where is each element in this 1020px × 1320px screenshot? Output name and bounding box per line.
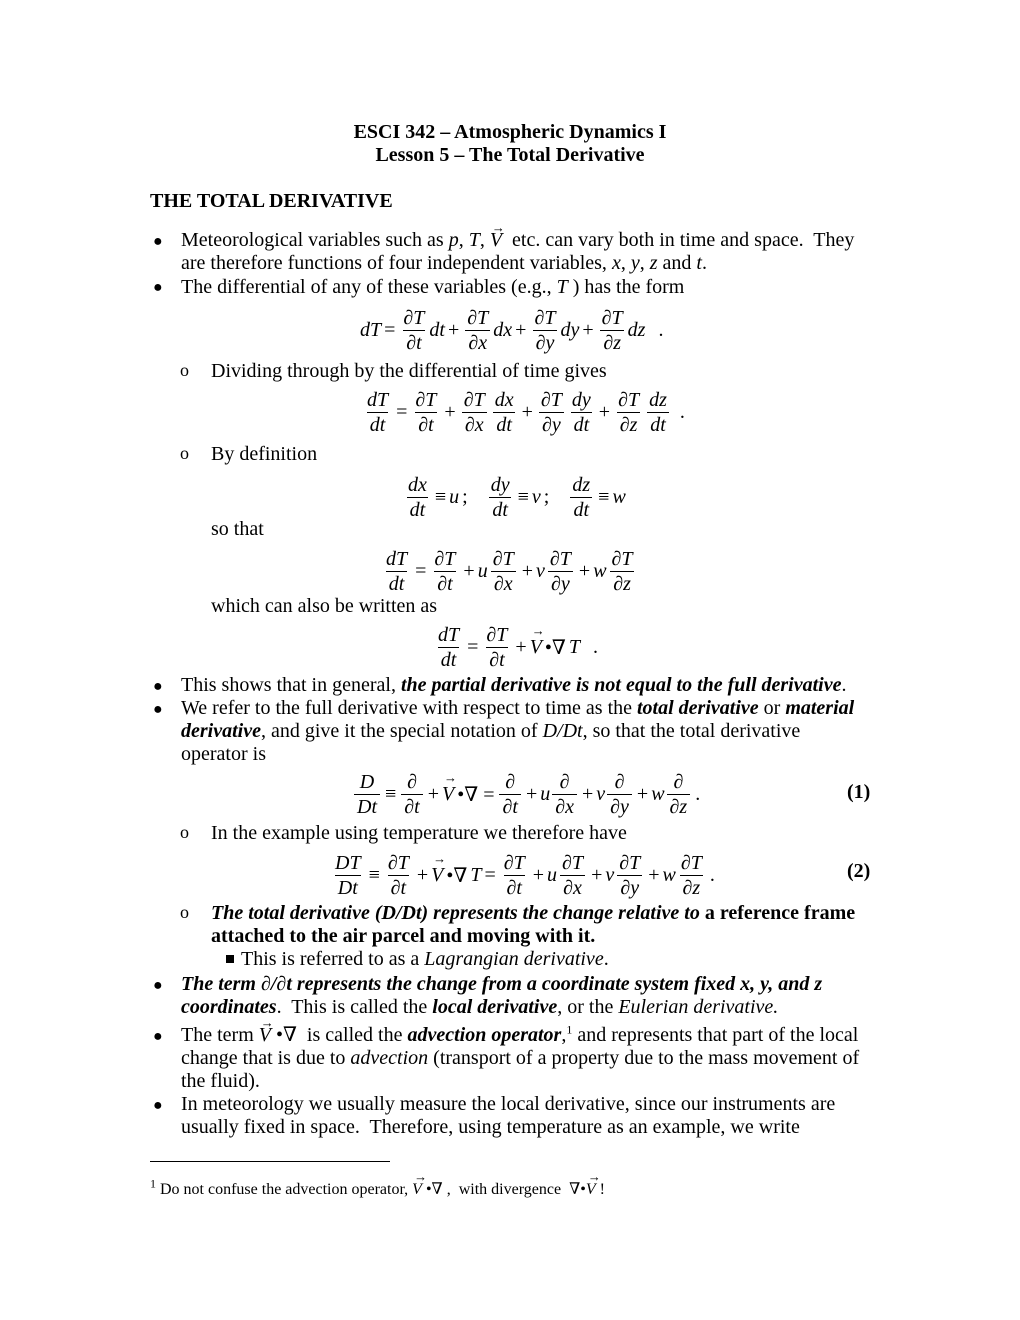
fraction-denominator: ∂t xyxy=(415,412,436,437)
fraction xyxy=(678,851,705,900)
text-run: derivative xyxy=(181,720,261,742)
equation-definition xyxy=(403,472,626,522)
math-symbol: dt xyxy=(429,318,445,341)
text-run: The differential of any of these variables (e.g., xyxy=(181,276,557,298)
fraction-numerator: ∂T xyxy=(503,851,525,874)
fraction-denominator: ∂z xyxy=(667,794,691,819)
fraction-denominator: dt xyxy=(367,412,389,437)
text-run: z xyxy=(649,252,658,274)
text-run: attached to the air parcel and moving with it. xyxy=(211,925,596,947)
fraction-denominator: ∂t xyxy=(401,794,422,819)
text-line xyxy=(211,925,595,948)
text-run: ) has the form xyxy=(567,276,685,298)
text-run: D/Dt xyxy=(542,720,583,742)
fraction-numerator: ∂ xyxy=(559,770,570,793)
fraction-numerator: ∂T xyxy=(415,388,437,411)
fraction xyxy=(461,388,488,437)
fraction-numerator: dz xyxy=(649,388,667,411)
math-operator: ≡ xyxy=(598,485,610,508)
math-symbol: dz xyxy=(627,318,646,341)
fraction-denominator: ∂z xyxy=(680,875,704,900)
equation-number-1: (1) xyxy=(847,781,871,803)
math-operator: + xyxy=(521,400,533,423)
fraction xyxy=(501,851,528,900)
fraction xyxy=(599,306,626,355)
math-operator: + xyxy=(515,318,527,341)
text-run: , xyxy=(561,1024,567,1046)
fraction-denominator: dt xyxy=(407,497,429,522)
fraction xyxy=(435,623,462,672)
math-operator: + xyxy=(447,318,460,341)
text-line xyxy=(181,229,854,252)
text-line xyxy=(211,822,627,845)
fraction xyxy=(431,547,458,596)
math-symbol: w xyxy=(612,485,626,508)
vector-symbol: → V xyxy=(586,1178,596,1201)
math-operator: + xyxy=(416,863,429,886)
fraction-numerator: ∂ xyxy=(505,770,516,793)
text-run: ) represents the change relative to xyxy=(421,902,700,924)
text-line xyxy=(181,743,266,766)
text-line xyxy=(181,1024,858,1047)
text-run: and represents that part of the local xyxy=(572,1024,859,1046)
math-operator: + xyxy=(427,782,440,805)
math-operator: + xyxy=(591,863,603,886)
fraction xyxy=(547,547,574,596)
text-run: . xyxy=(701,252,707,274)
math-symbol: w xyxy=(593,559,607,582)
equation-vector-form xyxy=(433,622,601,672)
fraction-numerator: ∂T xyxy=(403,306,425,329)
text-line xyxy=(181,697,854,720)
fraction-numerator: ∂ xyxy=(407,770,417,793)
footnote xyxy=(150,1178,605,1201)
math-operator: = xyxy=(415,559,427,582)
fraction-numerator: dx xyxy=(408,473,427,496)
fraction xyxy=(464,306,491,355)
text-run: a reference frame xyxy=(699,902,856,924)
fraction-denominator: dt xyxy=(493,412,515,437)
vector-symbol: → V xyxy=(412,1178,422,1201)
text-line xyxy=(181,252,707,275)
bullet-sub: o xyxy=(180,360,189,380)
fraction-numerator: ∂T xyxy=(680,851,702,874)
math-symbol: u xyxy=(449,485,460,508)
math-operator: + xyxy=(532,863,545,886)
text-run: , xyxy=(479,229,490,251)
fraction-denominator: ∂z xyxy=(617,412,641,437)
math-operator: + xyxy=(515,635,527,658)
fraction xyxy=(490,547,517,596)
math-symbol: w xyxy=(662,863,676,886)
bullet-dot: ● xyxy=(153,701,163,718)
text-run: operator is xyxy=(181,743,266,765)
math-operator: ; xyxy=(543,485,565,508)
text-line xyxy=(181,1093,835,1116)
text-run: , or the xyxy=(557,996,619,1018)
math-symbol: dy xyxy=(560,318,580,341)
text-run: the fluid). xyxy=(181,1070,260,1092)
text-run: The term ∂/∂t represents the change from a coordinate system fixed x, y, and z xyxy=(181,973,823,995)
text-run: , xyxy=(620,252,631,274)
text-run: In the example using temperature we therefore have xyxy=(211,822,627,844)
footnote-divider xyxy=(150,1161,390,1162)
text-run: and xyxy=(657,252,697,274)
math-operator: . xyxy=(674,400,685,423)
vector-symbol: → V xyxy=(442,783,454,806)
math-operator: = xyxy=(384,318,396,341)
text-line xyxy=(211,360,607,383)
math-operator: ≡ xyxy=(368,863,380,886)
fraction-numerator: ∂ xyxy=(673,770,684,793)
fraction-numerator: DT xyxy=(335,851,361,874)
text-run: , xyxy=(639,252,650,274)
math-operator: + xyxy=(444,400,456,423)
vector-symbol: → V xyxy=(259,1024,271,1047)
fraction-numerator: dy xyxy=(490,473,510,496)
text-run: Eulerian derivative. xyxy=(618,996,779,1018)
bullet-square xyxy=(226,955,234,963)
vector-symbol: → V xyxy=(431,864,443,887)
text-run: , and give it the special notation of xyxy=(260,720,543,742)
math-symbol: T xyxy=(568,635,581,658)
fraction-numerator: ∂T xyxy=(618,388,640,411)
math-operator: . xyxy=(648,318,664,341)
fraction xyxy=(552,770,577,819)
math-symbol: v xyxy=(531,485,541,508)
fraction-denominator: ∂y xyxy=(548,571,573,596)
bullet-dot: ● xyxy=(153,233,163,250)
fraction-denominator: ∂t xyxy=(388,875,409,900)
fraction xyxy=(531,306,558,355)
fraction-numerator: ∂T xyxy=(562,851,584,874)
fraction xyxy=(667,770,691,819)
fraction-numerator: ∂T xyxy=(463,388,485,411)
bullet-sub: o xyxy=(180,822,189,842)
fraction-numerator: ∂T xyxy=(492,547,514,570)
fraction-denominator: dt xyxy=(647,412,669,437)
fraction-numerator: ∂T xyxy=(619,851,641,874)
math-operator: = xyxy=(484,863,496,886)
fraction-numerator: ∂T xyxy=(534,306,556,329)
fraction xyxy=(364,388,391,437)
math-operator: . xyxy=(709,863,715,886)
fraction-denominator: ∂t xyxy=(504,875,525,900)
text-run: Lagrangian derivative xyxy=(424,948,604,970)
text-line xyxy=(181,720,800,743)
text-run: , so that the total derivative xyxy=(582,720,801,742)
text-run: The term xyxy=(181,1024,259,1046)
fraction xyxy=(569,388,594,437)
fraction xyxy=(412,388,439,437)
fraction-denominator: ∂t xyxy=(403,330,424,355)
text-run: are therefore functions of four independent variables, xyxy=(181,252,612,274)
text-line xyxy=(181,1116,800,1139)
fraction-numerator: dT xyxy=(438,623,460,646)
fraction-denominator: ∂z xyxy=(600,330,624,355)
text-run: Dividing through by the differential of time gives xyxy=(211,360,607,382)
text-run: The total derivative ( xyxy=(211,902,382,924)
equation-expanded xyxy=(381,546,638,596)
fraction xyxy=(559,851,586,900)
text-line xyxy=(211,518,264,541)
fraction-numerator: ∂T xyxy=(387,851,409,874)
fraction-numerator: dx xyxy=(494,388,514,411)
math-symbol: w xyxy=(651,782,665,805)
math-operator: . xyxy=(583,635,599,658)
math-symbol: v xyxy=(536,559,545,582)
text-line xyxy=(181,276,684,299)
fraction-numerator: ∂T xyxy=(601,306,623,329)
fraction-denominator: dt xyxy=(438,647,460,672)
math-operator: + xyxy=(581,782,594,805)
math-operator: = xyxy=(396,400,408,423)
equation-divided xyxy=(362,387,688,437)
fraction-denominator: ∂z xyxy=(610,571,634,596)
fraction xyxy=(616,851,643,900)
fraction xyxy=(615,388,642,437)
text-line xyxy=(181,973,822,996)
fraction xyxy=(488,473,513,522)
math-operator: = xyxy=(467,635,479,658)
fraction-numerator: dT xyxy=(386,547,408,570)
bullet-dot: ● xyxy=(153,1097,163,1114)
text-run: advection operator xyxy=(407,1024,562,1046)
text-run: •∇ , with divergence ∇• xyxy=(421,1181,586,1198)
text-run: . This is called the xyxy=(276,996,433,1018)
fraction-numerator: ∂T xyxy=(434,547,456,570)
math-operator: + xyxy=(648,863,660,886)
fraction xyxy=(332,851,364,900)
equation-number-2: (2) xyxy=(847,860,871,882)
vector-symbol: → V xyxy=(490,229,502,252)
equation-differential xyxy=(360,305,666,355)
text-run: By definition xyxy=(211,443,318,465)
math-operator: ≡ xyxy=(385,782,397,805)
text-run: or xyxy=(758,697,786,719)
math-operator: + xyxy=(525,782,538,805)
text-run: T xyxy=(468,229,480,251)
text-run: . xyxy=(603,948,609,970)
fraction-denominator: dt xyxy=(489,497,511,522)
text-line xyxy=(181,1047,859,1070)
text-run: usually fixed in space. Therefore, using temperature as an example, we write xyxy=(181,1116,800,1138)
text-run: In meteorology we usually measure the local derivative, since our instruments are xyxy=(181,1093,836,1115)
text-line xyxy=(211,902,855,925)
text-line xyxy=(181,674,847,697)
text-run: the partial derivative is not equal to the full derivative xyxy=(400,674,842,696)
math-operator: ; xyxy=(462,485,483,508)
text-run: y xyxy=(630,252,640,274)
fraction-numerator: ∂T xyxy=(540,388,562,411)
text-run: Do not confuse the advection operator, xyxy=(156,1181,413,1198)
math-symbol: u xyxy=(477,559,488,582)
math-symbol: T xyxy=(470,863,482,886)
math-operator: •∇ xyxy=(446,864,468,887)
fraction-denominator: dt xyxy=(570,497,592,522)
text-run: local derivative xyxy=(432,996,558,1018)
math-operator: ≡ xyxy=(434,485,447,508)
fraction xyxy=(569,473,593,522)
math-operator: + xyxy=(636,782,649,805)
vector-symbol: → V xyxy=(530,636,542,659)
text-run: D/Dt xyxy=(381,902,422,924)
fraction-denominator: ∂y xyxy=(607,794,632,819)
fraction-denominator: ∂x xyxy=(462,412,487,437)
math-operator: + xyxy=(582,318,594,341)
text-run: t xyxy=(696,252,702,274)
text-run: •∇ is called the xyxy=(270,1024,408,1046)
text-run: x xyxy=(611,252,621,274)
fraction-numerator: ∂T xyxy=(467,306,489,329)
text-run: so that xyxy=(211,518,264,540)
course-title: ESCI 342 – Atmospheric Dynamics I xyxy=(353,121,667,143)
fraction xyxy=(401,770,422,819)
fraction-denominator: ∂y xyxy=(533,330,558,355)
text-line xyxy=(211,595,437,618)
fraction-denominator: ∂x xyxy=(560,875,585,900)
fraction xyxy=(607,770,632,819)
math-operator: + xyxy=(463,559,475,582)
equation-temperature xyxy=(330,850,718,900)
fraction xyxy=(538,388,565,437)
fraction-numerator: D xyxy=(359,770,375,793)
fraction-denominator: ∂y xyxy=(539,412,564,437)
math-symbol: v xyxy=(605,863,615,886)
fraction-denominator: Dt xyxy=(335,875,361,900)
math-symbol: dx xyxy=(493,318,513,341)
fraction xyxy=(400,306,427,355)
fraction-numerator: ∂ xyxy=(614,770,625,793)
math-operator: . xyxy=(695,782,701,805)
text-run: T xyxy=(556,276,568,298)
fraction-numerator: dT xyxy=(367,388,389,411)
math-operator: + xyxy=(578,559,591,582)
fraction xyxy=(383,547,410,596)
fraction-denominator: ∂t xyxy=(434,571,455,596)
text-run: change that is due to xyxy=(181,1047,351,1069)
fraction xyxy=(646,388,670,437)
math-operator: ≡ xyxy=(517,485,529,508)
text-line xyxy=(241,948,609,971)
text-run: which can also be written as xyxy=(211,595,438,617)
text-run: ! xyxy=(595,1181,605,1198)
text-run: advection xyxy=(350,1047,429,1069)
fraction-denominator: ∂t xyxy=(499,794,520,819)
text-run: We refer to the full derivative with respect to time as the xyxy=(181,697,637,719)
math-operator: •∇ = xyxy=(457,783,495,806)
bullet-sub: o xyxy=(180,902,189,922)
fraction-denominator: ∂x xyxy=(552,794,577,819)
bullet-dot: ● xyxy=(153,678,163,695)
lesson-title: Lesson 5 – The Total Derivative xyxy=(375,144,645,166)
text-run: This shows that in general, xyxy=(181,674,401,696)
math-symbol: u xyxy=(540,782,551,805)
text-line xyxy=(181,1070,260,1093)
fraction-denominator: Dt xyxy=(354,794,380,819)
text-run: . xyxy=(841,674,847,696)
text-run: This is referred to as a xyxy=(241,948,425,970)
bullet-dot: ● xyxy=(153,279,163,296)
bullet-sub: o xyxy=(180,443,189,463)
footnote-marker: 1 xyxy=(566,1022,573,1037)
math-symbol: dT xyxy=(360,318,382,341)
fraction-denominator: ∂t xyxy=(486,647,507,672)
fraction xyxy=(354,770,380,819)
math-symbol: v xyxy=(596,782,606,805)
fraction-numerator: ∂T xyxy=(486,623,508,646)
fraction-numerator: ∂T xyxy=(549,547,571,570)
text-run: , xyxy=(458,229,469,251)
fraction xyxy=(385,851,412,900)
math-operator: •∇ xyxy=(544,636,566,659)
fraction xyxy=(609,547,636,596)
fraction-denominator: ∂x xyxy=(491,571,516,596)
text-run: material xyxy=(785,697,855,719)
fraction xyxy=(483,623,510,672)
fraction xyxy=(405,473,430,522)
math-operator: + xyxy=(598,400,611,423)
footnote-marker: 1 xyxy=(150,1176,156,1191)
text-run: coordinates xyxy=(181,996,277,1018)
fraction-numerator: ∂T xyxy=(611,547,633,570)
text-line xyxy=(211,443,317,466)
math-symbol: u xyxy=(547,863,558,886)
text-run: etc. can vary both in time and space. They xyxy=(502,229,855,251)
equation-operator xyxy=(352,769,703,819)
text-run: Meteorological variables such as xyxy=(181,229,449,251)
fraction-denominator: ∂y xyxy=(617,875,642,900)
fraction xyxy=(499,770,520,819)
text-run: p xyxy=(448,229,459,251)
text-run: (transport of a property due to the mass movement of xyxy=(428,1047,860,1069)
fraction-denominator: dt xyxy=(386,571,408,596)
bullet-dot: ● xyxy=(153,977,163,994)
bullet-dot: ● xyxy=(153,1028,163,1045)
fraction-numerator: dy xyxy=(571,388,591,411)
fraction xyxy=(492,388,517,437)
fraction-denominator: dt xyxy=(571,412,593,437)
math-operator: + xyxy=(521,559,533,582)
text-run: total derivative xyxy=(637,697,759,719)
fraction-denominator: ∂x xyxy=(465,330,490,355)
fraction-numerator: dz xyxy=(572,473,591,496)
section-heading: THE TOTAL DERIVATIVE xyxy=(150,190,393,212)
